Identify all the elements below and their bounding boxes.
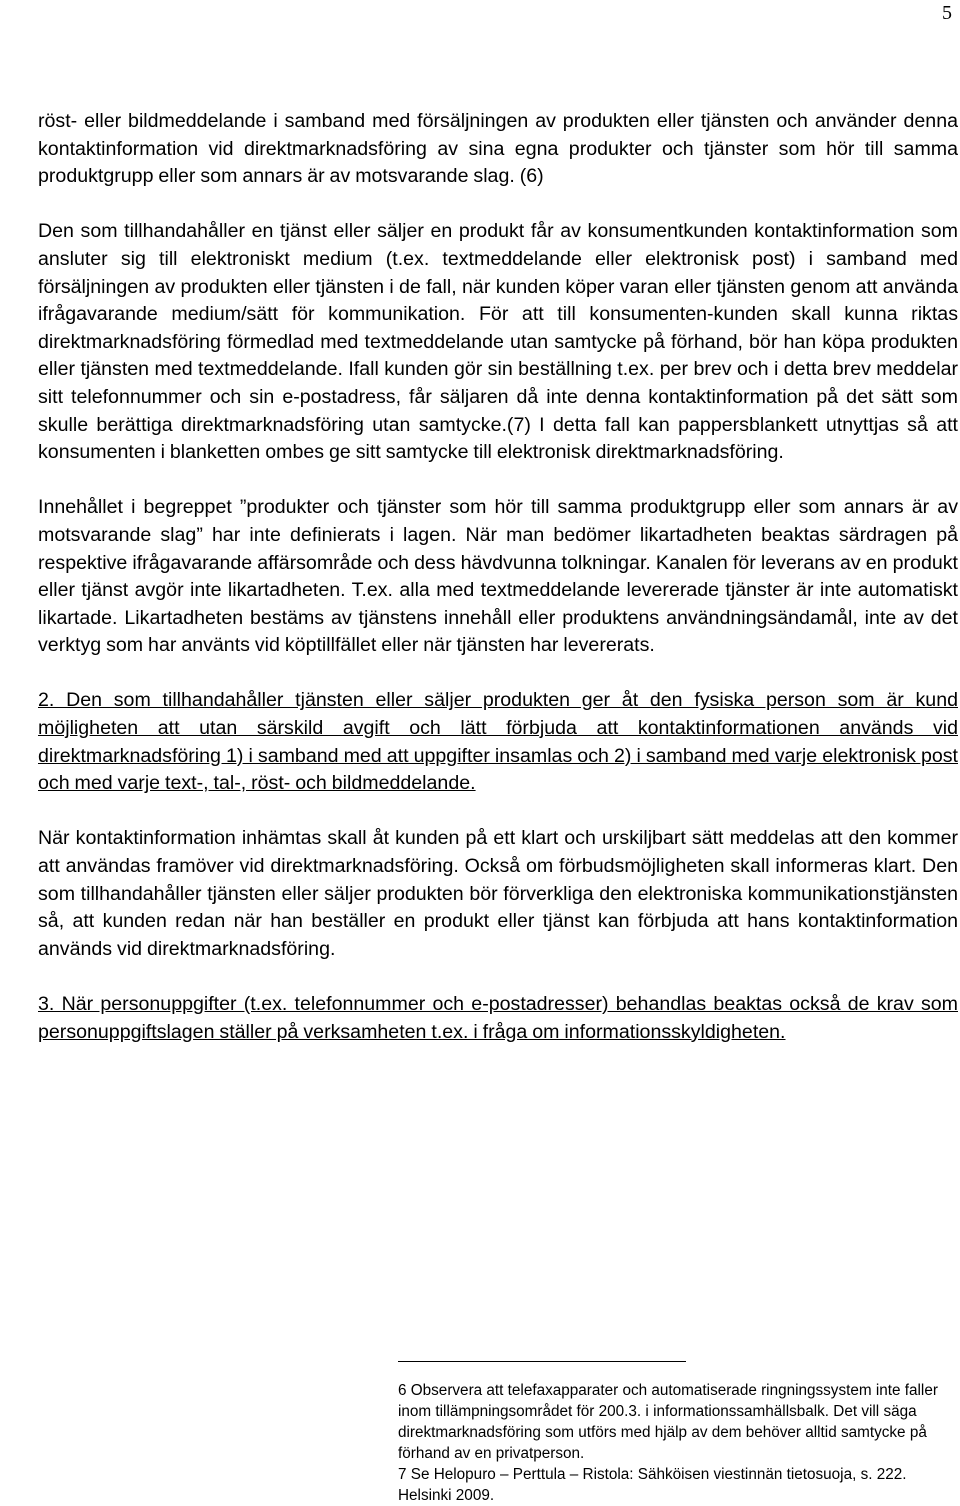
page-number: 5: [942, 2, 952, 24]
paragraph-5: När kontaktinformation inhämtas skall åt kunden på ett klart och urskiljbart sätt meddelas att den kommer att användas framöver vid direktmarknadsföring. Också om förbudsmöjligheten skall informeras klart. Den som tillhandahåller tjänsten eller säljer produkten bör förverkliga den elektroniska kommunikationstjänsten så, att kunden redan när han beställer en produkt eller tjänst kan förbjuda att hans kontaktinformation används vid direktmarknadsföring.: [38, 827, 958, 960]
paragraph-4-underlined: [38, 687, 958, 797]
footnotes: [398, 1380, 958, 1506]
footnote-6: 6 Observera att telefaxapparater och automatiserade ringningssystem inte faller inom tillämpningsområdet för 200.3. i informationssamhällsbalk. Det vill säga direktmarknadsföring som utförs med hjälp av dem behöver alltid samtycke på förhand av en privatperson.: [398, 1382, 938, 1462]
paragraph-1: röst- eller bildmeddelande i samband med försäljningen av produkten eller tjänsten och använder denna kontaktinformation vid direktmarknadsföring av sina egna produkter och tjänster som hör till samma produktgrupp eller som annars är av motsvarande slag. (6): [38, 110, 958, 188]
footnote-separator: [398, 1361, 686, 1362]
document-body: [38, 108, 958, 1074]
paragraph-2: Den som tillhandahåller en tjänst eller säljer en produkt får av konsumentkunden kontaktinformation som ansluter sig till elektroniskt medium (t.ex. textmeddelande eller elektronisk post) i samband med försäljningen av produkten eller tjänsten i de fall, när kunden köper varan eller tjänsten genom att använda ifrågavarande medium/sätt för kommunikation. För att till konsumenten-kunden skall kunna riktas direktmarknadsföring förmedlad med textmeddelande utan samtycke på förhand, bör han köpa produkten eller tjänsten med textmeddelande. Ifall kunden gör sin beställning t.ex. per brev och i detta brev meddelar sitt telefonnummer och sin e-postadress, får säljaren då inte denna kontaktinformation på det sätt som skulle berättiga direktmarknadsföring utan samtycke.(7) I detta fall kan pappersblankett utnyttjas så att konsumenten i blanketten ombes ge sitt samtycke till elektronisk direktmarknadsföring.: [38, 220, 958, 464]
footnote-7: 7 Se Helopuro – Perttula – Ristola: Sähköisen viestinnän tietosuoja, s. 222. Helsinki 2009.: [398, 1466, 907, 1504]
paragraph-4-text: 2. Den som tillhandahåller tjänsten eller säljer produkten ger åt den fysiska person som är kund möjligheten att utan särskild avgift och lätt förbjuda att kontaktinformationen används vid direktmarknadsföring 1) i samband med att uppgifter insamlas och 2) i samband med varje elektronisk post och med varje text-, tal-, röst- och bildmeddelande.: [38, 689, 958, 795]
paragraph-6-underlined: [38, 991, 958, 1046]
paragraph-6-text: 3. När personuppgifter (t.ex. telefonnummer och e-postadresser) behandlas beaktas också de krav som personuppgiftslagen ställer på verksamheten t.ex. i fråga om informationsskyldigheten.: [38, 993, 958, 1043]
paragraph-3: Innehållet i begreppet ”produkter och tjänster som hör till samma produktgrupp eller som annars är av motsvarande slag” har inte definierats i lagen. När man bedömer likartadheten beaktas särdragen på respektive ifrågavarande affärsområde och dess hävdvunna tolkningar. Kanalen för leverans av en produkt eller tjänst avgör inte likartadheten. T.ex. alla med textmeddelande levererade tjänster är inte automatiskt likartade. Likartadheten bestäms av tjänstens innehåll eller produktens användningsändamål, inte av det verktyg som har använts vid köptillfället eller när tjänsten har levererats.: [38, 496, 958, 657]
